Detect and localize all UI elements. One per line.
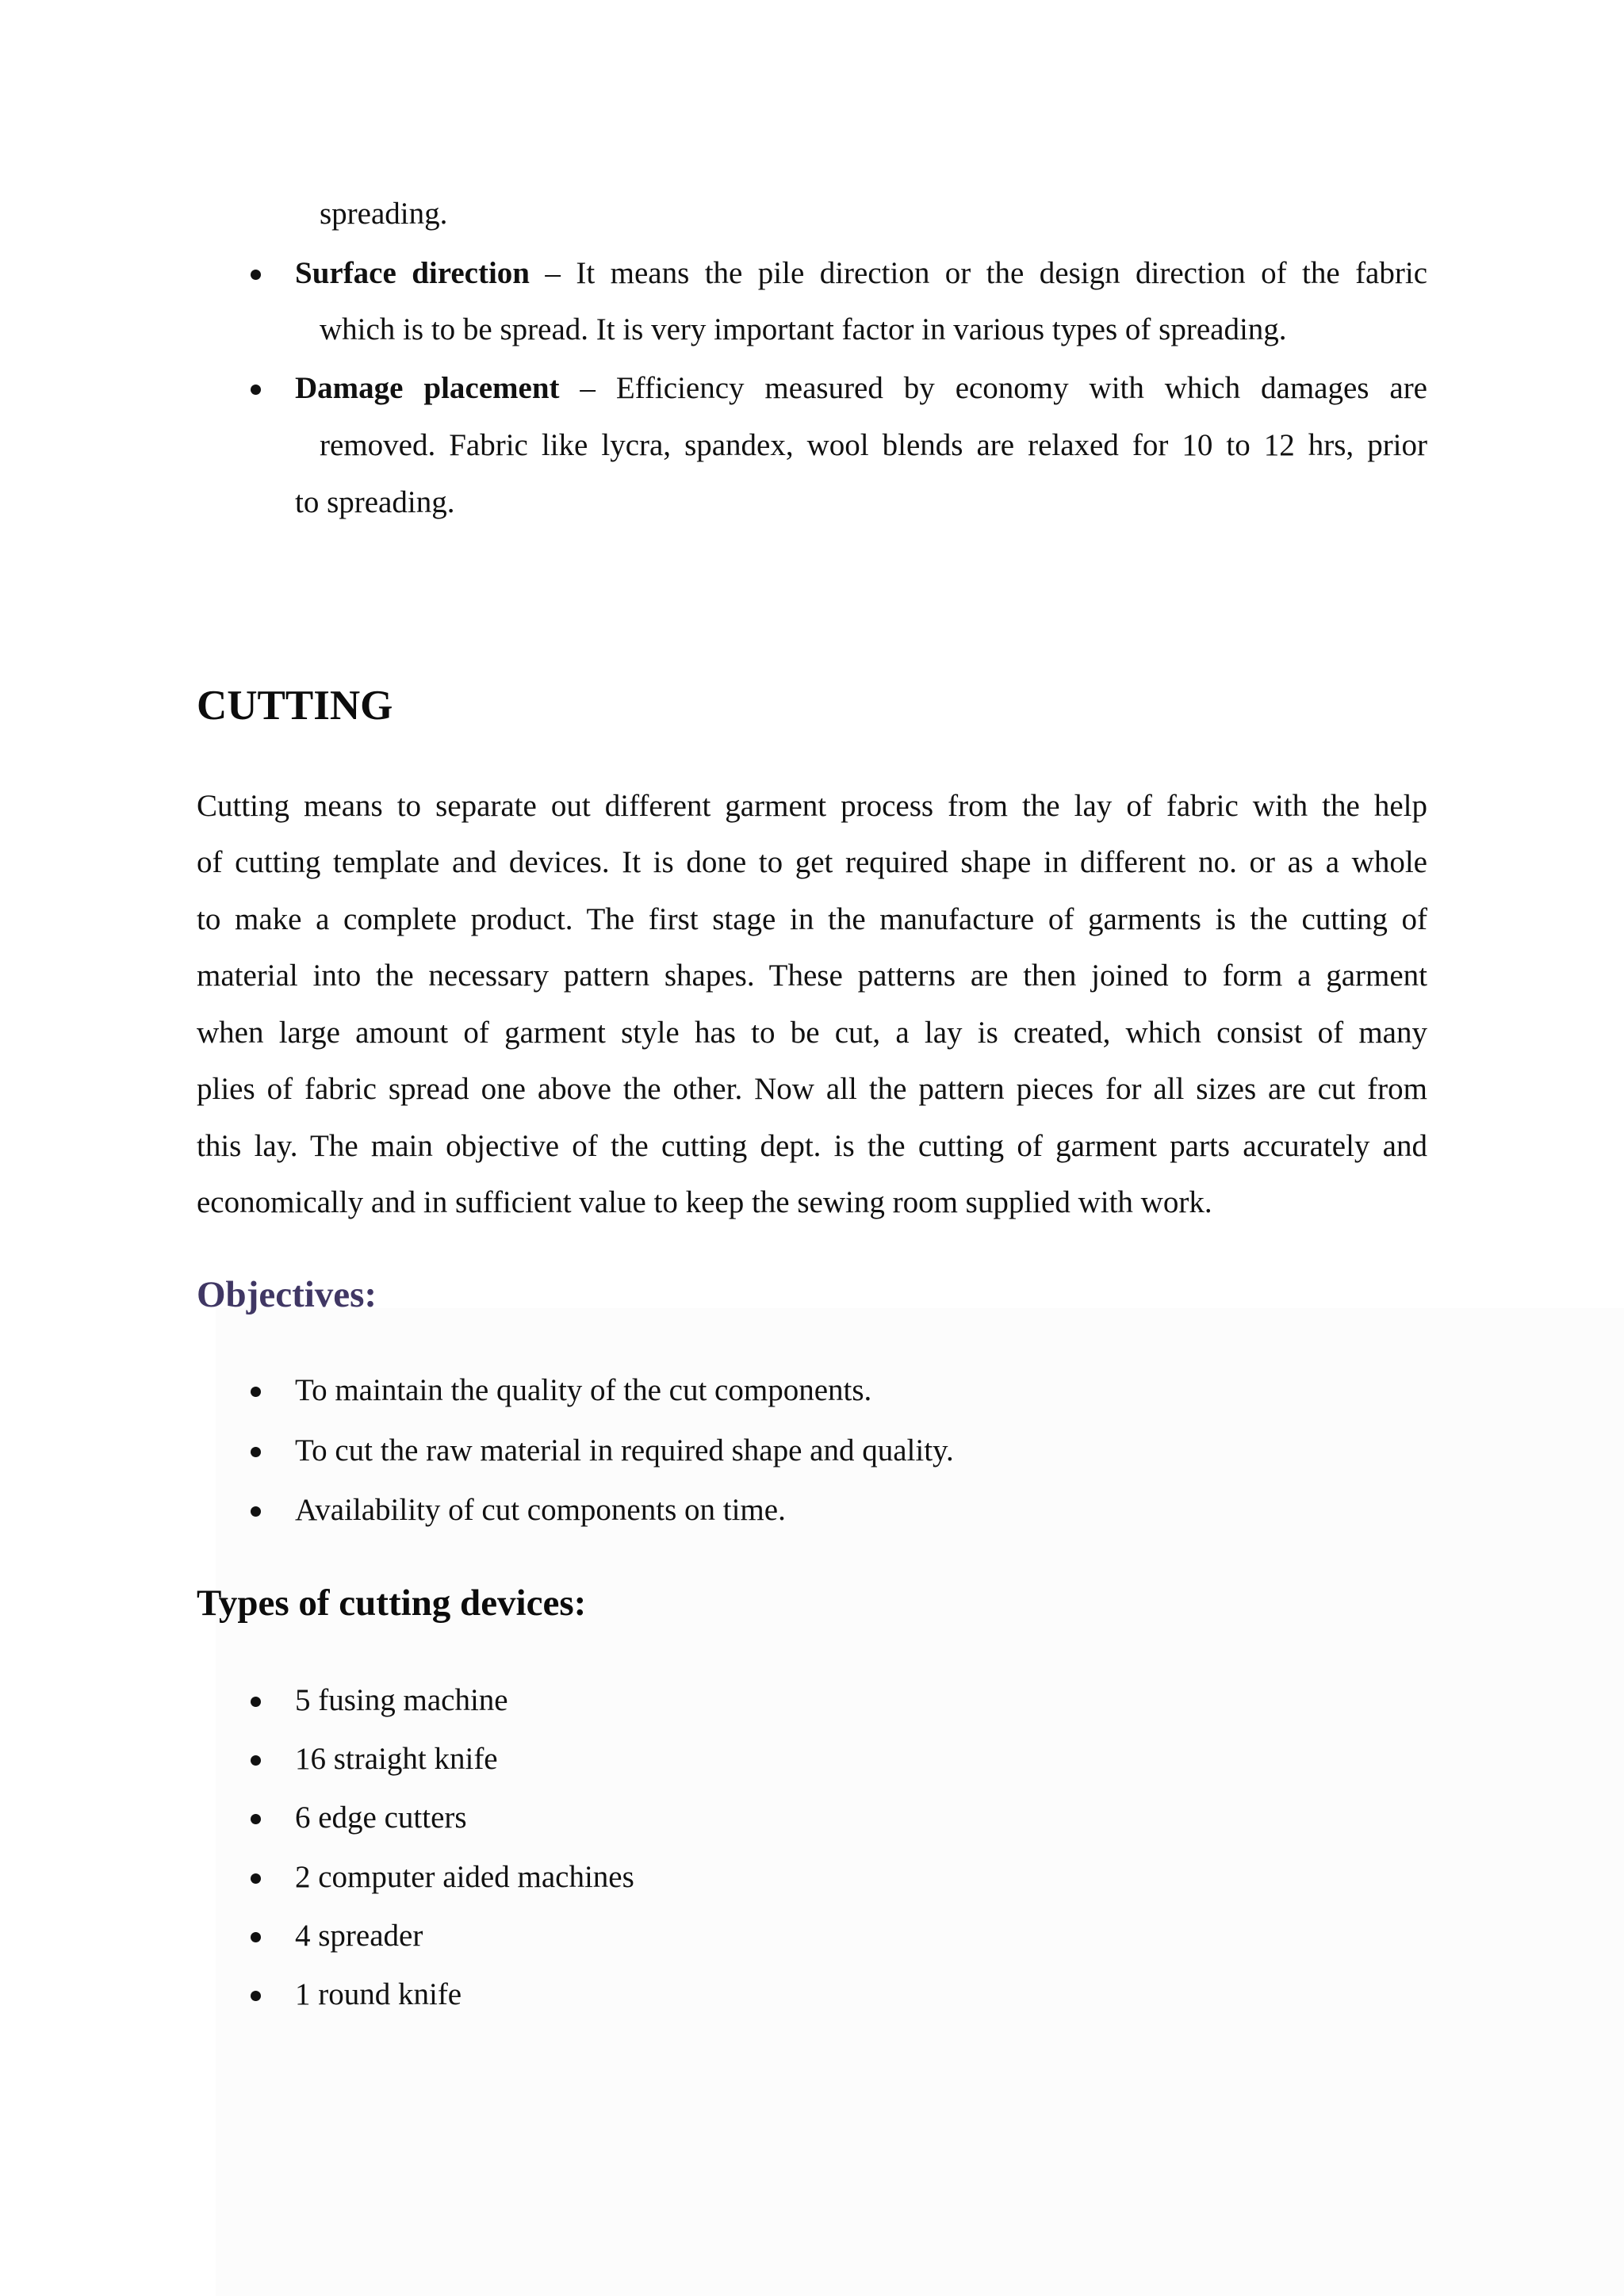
factor-damage-placement-line3: to spreading. [295,485,455,519]
paragraph-line: when large amount of garment style has to be cut, a lay is created, which consist of many [197,1016,1427,1050]
bullet-icon [251,385,261,395]
continuation-text: spreading. [320,197,448,231]
factor-surface-direction-line1 [295,254,1427,293]
paragraph-line: of cutting template and devices. It is done to get required shape in different no. or as a whole [197,845,1427,879]
paragraph-line: this lay. The main objective of the cutting dept. is the cutting of garment parts accurately and [197,1129,1427,1163]
bullet-icon [251,1697,261,1707]
bullet-icon [251,270,261,280]
device-item: 5 fusing machine [295,1683,508,1717]
device-item: 2 computer aided machines [295,1860,634,1894]
device-item: 16 straight knife [295,1742,498,1776]
paragraph-line: to make a complete product. The first stage in the manufacture of garments is the cutting of [197,902,1427,936]
bullet-icon [251,1506,261,1517]
paragraph-line: Cutting means to separate out different garment process from the lay of fabric with the help [197,789,1427,823]
bullet-icon [251,1755,261,1766]
objectives-heading: Objectives: [197,1274,377,1315]
paragraph-line: economically and in sufficient value to keep the sewing room supplied with work. [197,1185,1212,1219]
devices-heading: Types of cutting devices: [197,1582,587,1624]
factor-text: Efficiency measured by economy with which damages are [615,371,1427,405]
factor-damage-placement-line2: removed. Fabric like lycra, spandex, wool blends are relaxed for 10 to 12 hrs, prior [320,428,1427,462]
bullet-icon [251,1447,261,1457]
objective-item: To cut the raw material in required shape and quality. [295,1433,954,1468]
factor-term: Surface direction [295,256,530,290]
objective-item: To maintain the quality of the cut components. [295,1373,872,1407]
device-item: 4 spreader [295,1919,423,1953]
bullet-icon [251,1873,261,1884]
bullet-icon [251,1814,261,1824]
paragraph-line: material into the necessary pattern shapes. These patterns are then joined to form a garment [197,959,1427,993]
factor-text: It means the pile direction or the design direction of the fabric [576,256,1428,290]
bullet-icon [251,1932,261,1942]
section-title: CUTTING [197,683,393,729]
device-item: 6 edge cutters [295,1800,467,1835]
paragraph-line: plies of fabric spread one above the other. Now all the pattern pieces for all sizes are cut from [197,1072,1427,1106]
bullet-icon [251,1387,261,1397]
factor-separator: – [530,256,576,290]
factor-term: Damage placement [295,371,560,405]
factor-damage-placement-line1 [295,369,1427,408]
objective-item: Availability of cut components on time. [295,1493,786,1527]
device-item: 1 round knife [295,1977,462,2011]
factor-separator: – [559,371,616,405]
bullet-icon [251,1991,261,2001]
factor-surface-direction-line2: which is to be spread. It is very important factor in various types of spreading. [320,312,1287,346]
